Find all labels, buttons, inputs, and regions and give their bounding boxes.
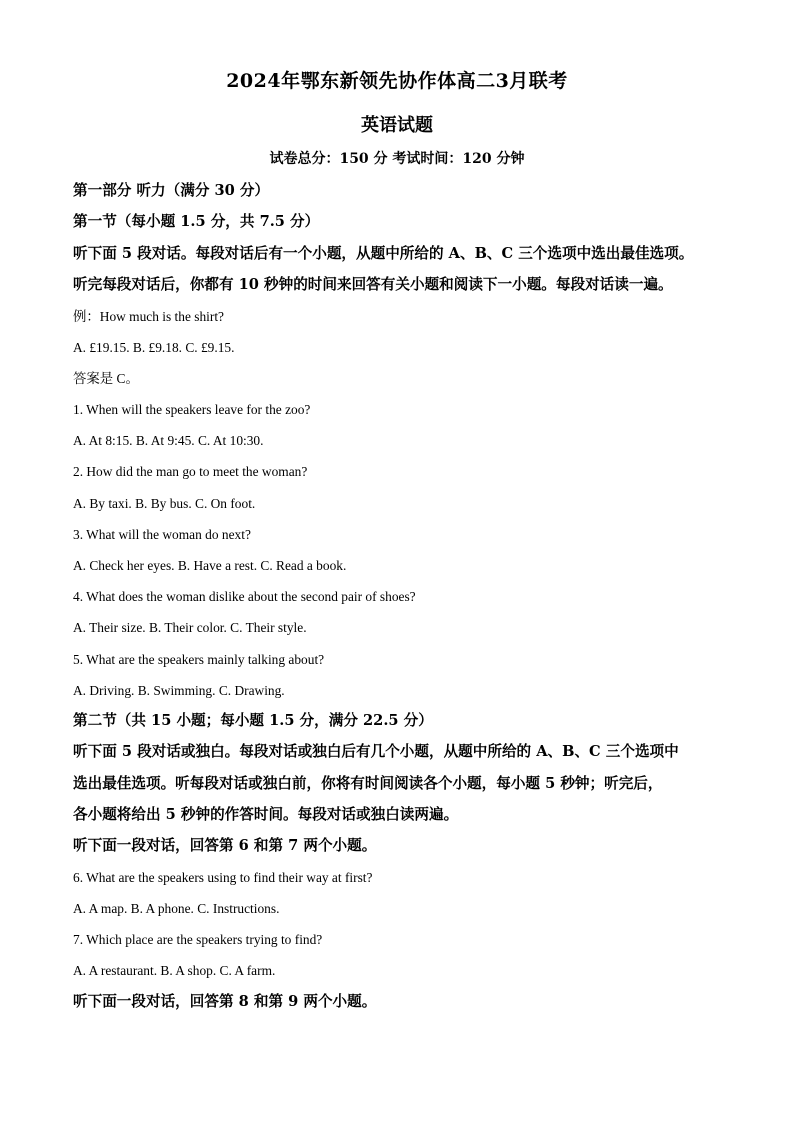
section2-instruction-line: 听下面 5 段对话或独白。每段对话或独白后有几个小题，从题中所给的 A、B、C 三个选项中 bbox=[73, 743, 679, 760]
part1-heading: 第一部分 听力（满分 30 分） bbox=[73, 182, 270, 199]
question-options: A. At 8:15. B. At 9:45. C. At 10:30. bbox=[73, 433, 264, 448]
section1-instruction-line: 听下面 5 段对话。每段对话后有一个小题，从题中所给的 A、B、C 三个选项中选出最佳选项。 bbox=[73, 245, 694, 262]
question-options: A. By taxi. B. By bus. C. On foot. bbox=[73, 496, 256, 511]
dialogue-group-heading: 听下面一段对话，回答第 6 和第 7 两个小题。 bbox=[73, 837, 377, 854]
example-answer: 答案是 C。 bbox=[73, 371, 139, 386]
exam-title: 2024年鄂东新领先协作体高二3月联考 bbox=[226, 70, 568, 92]
section2-heading: 第二节（共 15 小题；每小题 1.5 分，满分 22.5 分） bbox=[73, 712, 433, 729]
dialogue-group-heading: 听下面一段对话，回答第 8 和第 9 两个小题。 bbox=[73, 993, 377, 1010]
example-options: A. £19.15. B. £9.18. C. £9.15. bbox=[73, 340, 235, 355]
question-options: A. A restaurant. B. A shop. C. A farm. bbox=[73, 963, 276, 978]
section1-heading: 第一节（每小题 1.5 分，共 7.5 分） bbox=[73, 213, 320, 230]
section1-instruction-line: 听完每段对话后，你都有 10 秒钟的时间来回答有关小题和阅读下一小题。每段对话读一遍。 bbox=[73, 276, 673, 293]
subject-title: 英语试题 bbox=[361, 115, 433, 136]
question-text: 4. What does the woman dislike about the second pair of shoes? bbox=[73, 589, 416, 604]
question-text: 7. Which place are the speakers trying to find? bbox=[73, 932, 323, 947]
question-text: 1. When will the speakers leave for the zoo? bbox=[73, 402, 311, 417]
example-question: 例：How much is the shirt? bbox=[73, 309, 224, 324]
question-text: 2. How did the man go to meet the woman? bbox=[73, 464, 308, 479]
section2-instruction-line: 各小题将给出 5 秒钟的作答时间。每段对话或独白读两遍。 bbox=[73, 806, 459, 823]
question-options: A. Check her eyes. B. Have a rest. C. Read a book. bbox=[73, 558, 347, 573]
question-text: 3. What will the woman do next? bbox=[73, 527, 251, 542]
question-text: 6. What are the speakers using to find their way at first? bbox=[73, 870, 373, 885]
question-options: A. Their size. B. Their color. C. Their style. bbox=[73, 620, 307, 635]
question-options: A. Driving. B. Swimming. C. Drawing. bbox=[73, 683, 285, 698]
question-options: A. A map. B. A phone. C. Instructions. bbox=[73, 901, 280, 916]
exam-info: 试卷总分：150 分 考试时间：120 分钟 bbox=[269, 151, 525, 167]
question-text: 5. What are the speakers mainly talking about? bbox=[73, 652, 325, 667]
section2-instruction-line: 选出最佳选项。听每段对话或独白前，你将有时间阅读各个小题，每小题 5 秒钟；听完后， bbox=[73, 775, 663, 792]
